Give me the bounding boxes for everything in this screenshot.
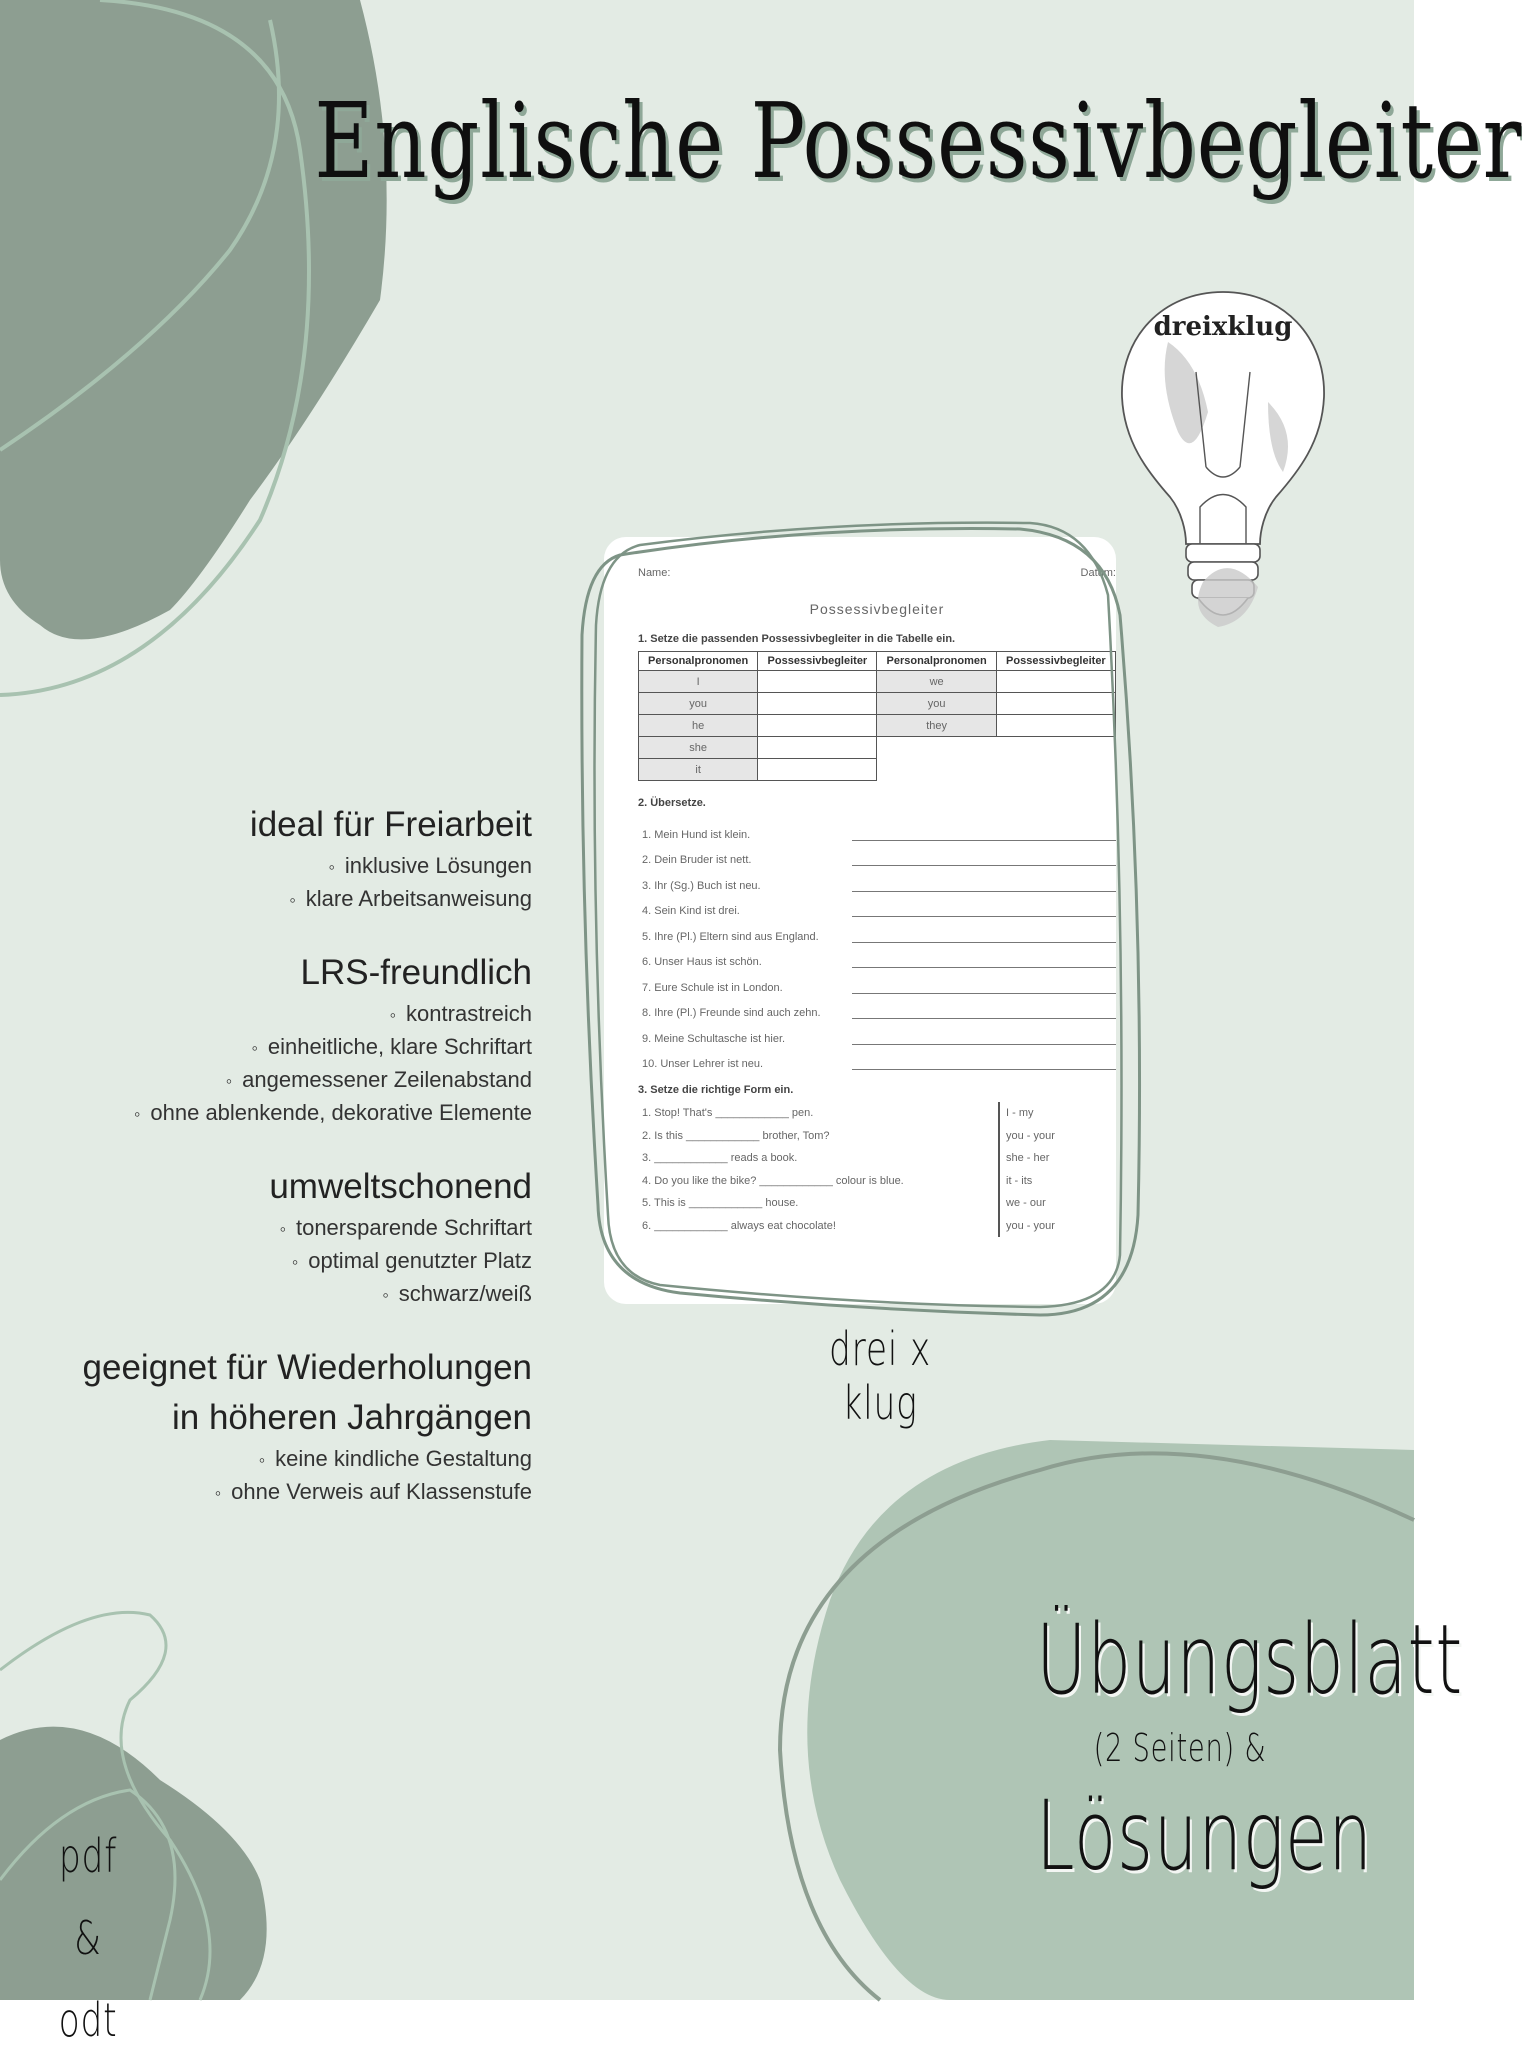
feature-group-freiarbeit	[12, 800, 532, 916]
task-1-heading: 1. Setze die passenden Possessivbegleiter in die Tabelle ein.	[638, 633, 956, 645]
feature-item: ◦ einheitliche, klare Schriftart	[12, 1031, 532, 1064]
product-label	[980, 1600, 1464, 1896]
translation-text: 4. Sein Kind ist drei.	[642, 905, 740, 917]
preview-outline-decoration	[560, 515, 1160, 1335]
fill-in-item: 1. Stop! That's ____________ pen.	[642, 1107, 814, 1119]
feature-item: ◦ ohne Verweis auf Klassenstufe	[12, 1476, 532, 1509]
feature-item: ◦ schwarz/weiß	[12, 1278, 532, 1311]
table-cell: I	[639, 671, 758, 693]
signature: drei x klug	[828, 1322, 932, 1430]
table-cell: we	[877, 671, 996, 693]
pair-item: we - our	[1006, 1197, 1046, 1209]
table-header: Possessivbegleiter	[996, 652, 1115, 671]
translation-text: 1. Mein Hund ist klein.	[642, 828, 751, 841]
feature-item: ◦ kontrastreich	[12, 998, 532, 1031]
table-cell: he	[639, 715, 758, 737]
feature-heading: geeignet für Wiederholungen	[82, 1348, 532, 1387]
pair-item: she - her	[1006, 1152, 1050, 1164]
table-cell: you	[639, 693, 758, 715]
translation-text: 9. Meine Schultasche ist hier.	[642, 1032, 786, 1045]
product-subtitle: (2 Seiten) &	[1093, 1726, 1267, 1770]
feature-item: ◦ klare Arbeitsanweisung	[12, 883, 532, 916]
table-header: Personalpronomen	[639, 652, 758, 671]
fill-in-item: 6. ____________ always eat chocolate!	[642, 1219, 836, 1232]
task-3-heading: 3. Setze die richtige Form ein.	[638, 1084, 794, 1096]
format-line: odt	[58, 1993, 118, 2047]
fill-in-item: 3. ____________ reads a book.	[642, 1152, 798, 1164]
pair-item: I - my	[1006, 1107, 1034, 1119]
fill-in-item: 5. This is ____________ house.	[642, 1197, 799, 1209]
feature-heading: umweltschonend	[269, 1167, 532, 1206]
table-header: Possessivbegleiter	[758, 652, 877, 671]
translation-text: 7. Eure Schule ist in London.	[642, 981, 783, 994]
feature-item: ◦ inklusive Lösungen	[12, 850, 532, 883]
translation-text: 10. Unser Lehrer ist neu.	[642, 1058, 764, 1070]
feature-group-wiederholung	[12, 1343, 532, 1509]
format-info	[43, 1815, 133, 2061]
page-title: Englische Possessivbegleiter	[314, 80, 1522, 202]
name-label: Name:	[638, 567, 671, 579]
pair-item: you - your	[1006, 1219, 1055, 1232]
fill-in-item: 4. Do you like the bike? ____________ colour is blue.	[642, 1174, 904, 1187]
feature-list	[12, 800, 532, 1541]
feature-item: ◦ keine kindliche Gestaltung	[12, 1443, 532, 1476]
feature-heading: LRS-freundlich	[300, 953, 532, 992]
product-solutions: Lösungen	[1036, 1780, 1373, 1892]
format-line: pdf &	[58, 1829, 118, 1965]
feature-group-umwelt	[12, 1162, 532, 1311]
table-cell: they	[877, 715, 996, 737]
translation-text: 5. Ihre (Pl.) Eltern sind aus England.	[642, 930, 819, 943]
logo-text: dreixklug	[1153, 312, 1293, 342]
translation-text: 3. Ihr (Sg.) Buch ist neu.	[642, 879, 761, 892]
feature-heading: ideal für Freiarbeit	[249, 805, 532, 844]
table-header: Personalpronomen	[877, 652, 996, 671]
fill-in-item: 2. Is this ____________ brother, Tom?	[642, 1129, 830, 1142]
table-cell: you	[877, 693, 996, 715]
translation-text: 6. Unser Haus ist schön.	[642, 956, 762, 968]
feature-item: ◦ tonersparende Schriftart	[12, 1212, 532, 1245]
pair-item: you - your	[1006, 1129, 1055, 1142]
feature-heading-line2: in höheren Jahrgängen	[171, 1398, 532, 1437]
pair-item: it - its	[1006, 1174, 1033, 1187]
feature-item: ◦ ohne ablenkende, dekorative Elemente	[12, 1097, 532, 1130]
feature-group-lrs	[12, 948, 532, 1130]
translation-text: 2. Dein Bruder ist nett.	[642, 854, 752, 866]
table-cell: it	[639, 759, 758, 781]
date-label: Datum:	[1080, 567, 1116, 579]
worksheet-title: Possessivbegleiter	[809, 601, 945, 617]
feature-item: ◦ optimal genutzter Platz	[12, 1245, 532, 1278]
translation-text: 8. Ihre (Pl.) Freunde sind auch zehn.	[642, 1007, 821, 1019]
feature-item: ◦ angemessener Zeilenabstand	[12, 1064, 532, 1097]
table-cell: she	[639, 737, 758, 759]
product-title: Übungsblatt	[1036, 1604, 1464, 1716]
task-2-heading: 2. Übersetze.	[638, 797, 706, 809]
